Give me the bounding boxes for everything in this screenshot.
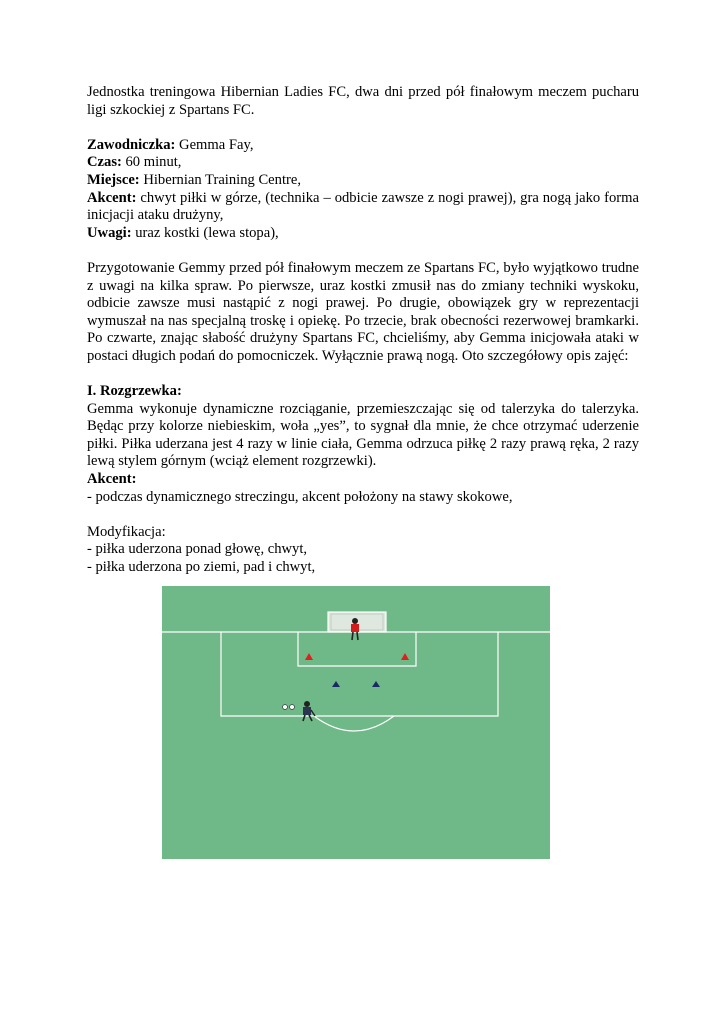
info-value: Gemma Fay, <box>175 136 254 153</box>
intro-paragraph <box>87 84 639 119</box>
warmup-line: piłki. Piłka uderzana jest 4 razy w linie ciała, Gemma odrzuca piłkę 2 razy prawą ręka, 2 razy <box>87 435 639 452</box>
goalkeeper-head <box>352 618 358 624</box>
goalkeeper-leg <box>357 632 358 640</box>
info-accent-cont: inicjacji ataku drużyny, <box>87 207 224 224</box>
intro-line: Jednostka treningowa Hibernian Ladies FC, dwa dni przed pół finałowym meczem pucharu <box>87 84 639 100</box>
modification-heading: Modyfikacja: <box>87 523 166 540</box>
document-text <box>87 84 639 577</box>
info-label: Uwagi: <box>87 224 132 241</box>
coach-head <box>304 701 310 707</box>
info-place <box>87 172 639 190</box>
info-value: chwyt piłki w górze, (technika – odbicie zawsze z nogi prawej), gra nogą jako forma <box>136 189 639 206</box>
warmup-accent-heading: Akcent: <box>87 471 137 488</box>
warmup-accent-item: - podczas dynamicznego streczingu, akcent położony na stawy skokowe, <box>87 488 513 505</box>
info-label: Akcent: <box>87 189 137 206</box>
ball <box>290 705 295 710</box>
intro-line: ligi szkockiej z Spartans FC. <box>87 101 255 118</box>
session-info <box>87 137 639 243</box>
info-time <box>87 154 639 172</box>
info-value: Hibernian Training Centre, <box>139 171 301 188</box>
warmup-section <box>87 383 639 506</box>
info-label: Miejsce: <box>87 171 140 188</box>
pitch-svg <box>162 586 550 859</box>
info-label: Czas: <box>87 154 122 171</box>
info-value: 60 minut, <box>121 154 182 171</box>
modification-item: - piłka uderzona ponad głowę, chwyt, <box>87 541 308 558</box>
coach-body <box>303 707 311 715</box>
goalkeeper-body <box>351 624 359 632</box>
preparation-paragraph <box>87 260 639 366</box>
warmup-line: lewą stylem górnym (wciąż element rozgrzewki). <box>87 453 377 470</box>
prep-line: wymuszał na nas specjalną troskę i opiekę. Po trzecie, brak obecności rezerwowej bramkarki. <box>87 312 639 329</box>
warmup-line: Gemma wykonuje dynamiczne rozciąganie, przemieszczając się od talerzyka do talerzyka. <box>87 400 639 417</box>
prep-line: Przygotowanie Gemmy przed pół finałowym meczem ze Spartans FC, było wyjątkowo trudne <box>87 259 639 276</box>
info-value: uraz kostki (lewa stopa), <box>131 224 279 241</box>
warmup-line: Będąc przy kolorze niebieskim, woła „yes”, to sygnał dla mnie, że chce otrzymać uderzenie <box>87 418 639 435</box>
info-player <box>87 137 639 155</box>
modification-section <box>87 524 639 577</box>
info-accent <box>87 190 639 208</box>
prep-line: Po czwarte, znając słabość drużyny Spartans FC, chcieliśmy, aby Gemma inicjowała ataki w <box>87 330 639 347</box>
prep-line: z uwagi na kilka spraw. Po pierwsze, uraz kostki zmusił nas do zmiany techniki wyskoku, <box>87 277 639 294</box>
goalkeeper-leg <box>352 632 353 640</box>
prep-line: odbicie zawsze musi nastąpić z nogi prawej. Po drugie, obowiązek gry w reprezentacji <box>87 295 639 312</box>
info-notes <box>87 225 639 243</box>
prep-line: postaci długich podań do pomocniczek. Wyłącznie prawą nogą. Oto szczegółowy opis zajęć: <box>87 347 629 364</box>
info-label: Zawodniczka: <box>87 136 176 153</box>
warmup-heading: I. Rozgrzewka: <box>87 383 182 400</box>
modification-item: - piłka uderzona po ziemi, pad i chwyt, <box>87 559 316 576</box>
ball <box>283 705 288 710</box>
training-field-diagram <box>162 586 550 859</box>
